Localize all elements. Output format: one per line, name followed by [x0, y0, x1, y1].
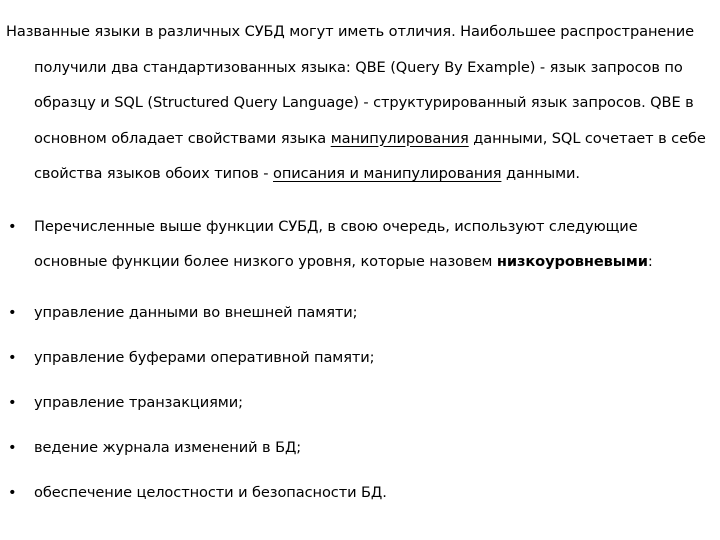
list-item	[6, 385, 712, 430]
link-description-manipulation[interactable]: описания и манипулирования	[273, 165, 502, 182]
list-item-bold: низкоуровневыми	[496, 253, 648, 270]
list-item	[6, 475, 712, 520]
intro-text-1: Названные языки в различных СУБД могут иметь отличия. Наибольшее распространение получили два стандартизованных языка: QBE (Query By Example) - язык запросов по образцу и SQL (Structured Query Language) - структурированный язык запросов. QBE в основном обладает свойствами языка	[6, 23, 694, 147]
list-item-text: ведение журнала изменений в БД;	[34, 439, 302, 456]
list-item-text: Перечисленные выше функции СУБД, в свою очередь, используют следующие основные функции более низкого уровня, которые назовем	[34, 218, 638, 270]
list-item	[6, 430, 712, 475]
list-item-text: управление буферами оперативной памяти;	[34, 349, 375, 366]
list-item	[6, 340, 712, 385]
bullet-icon: •	[8, 304, 17, 321]
intro-text-3: данными.	[501, 165, 580, 182]
bullet-icon: •	[8, 218, 17, 235]
list-item-text: управление транзакциями;	[34, 394, 243, 411]
list-item	[6, 209, 712, 295]
intro-text-2: данными, SQL сочетает в себе свойства языков обоих типов -	[34, 129, 706, 182]
link-manipulation[interactable]: манипулирования	[330, 129, 469, 147]
intro-paragraph	[6, 14, 720, 192]
bullet-icon: •	[8, 394, 17, 411]
bullet-list	[6, 209, 712, 520]
list-item-text: обеспечение целостности и безопасности БД.	[34, 484, 387, 501]
list-item-suffix: :	[647, 253, 653, 270]
list-item-text: управление данными во внешней памяти;	[34, 304, 358, 321]
bullet-icon: •	[8, 484, 17, 501]
bullet-icon: •	[8, 349, 17, 366]
list-item	[6, 295, 712, 340]
bullet-icon: •	[8, 439, 17, 456]
